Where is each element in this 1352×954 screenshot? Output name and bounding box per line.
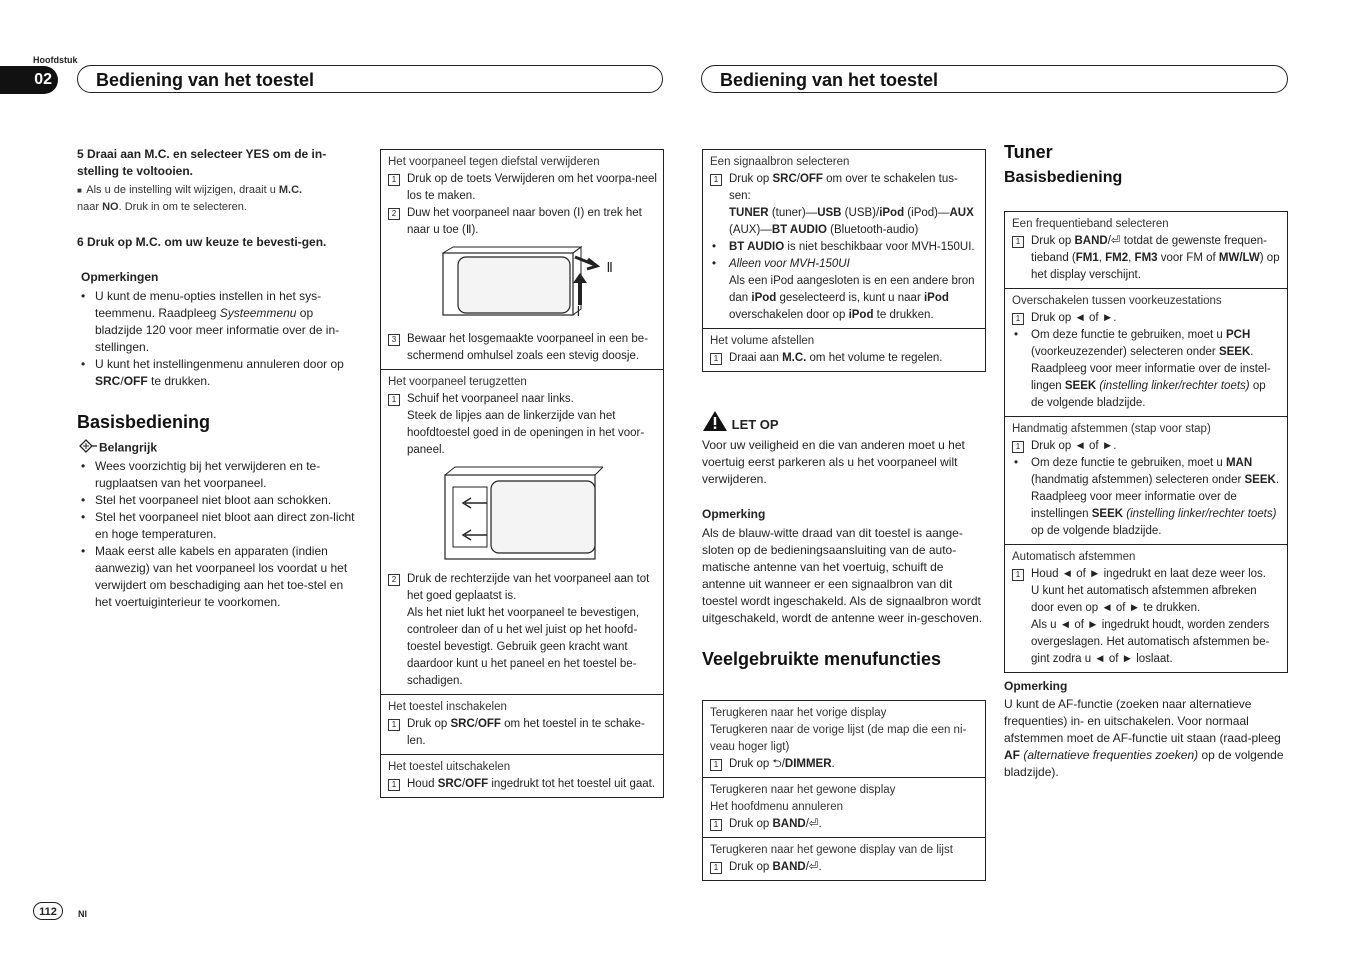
page-title-right: Bediening van het toestel	[701, 65, 1288, 93]
language-code: Nl	[78, 909, 87, 919]
section-title: Het voorpaneel tegen diefstal verwijderen	[388, 156, 600, 168]
note-item: • U kunt het instellingenmenu annuleren door op SRC/OFF te drukken.	[77, 356, 363, 390]
section-list-display	[703, 838, 985, 880]
step-number-icon: 1	[1012, 236, 1024, 248]
step-row: 1 Druk op ◄ of ►.	[1012, 438, 1281, 455]
step-number-icon: 1	[710, 174, 722, 186]
section-title: Het hoofdmenu annuleren	[710, 801, 843, 813]
column-1	[77, 146, 363, 611]
section-title: Het volume afstellen	[710, 335, 815, 347]
important-icon	[77, 439, 99, 458]
section-title: Het voorpaneel terugzetten	[388, 376, 527, 388]
step-number-icon: 1	[710, 759, 722, 771]
figure-label-1: Ⅰ	[576, 304, 581, 319]
section-select-source	[703, 150, 985, 329]
bullet-row: • BT AUDIO is niet beschikbaar voor MVH-150UI.	[710, 239, 979, 256]
important-item: • Maak eerst alle kabels en apparaten (indien aanwezig) van het voorpaneel los voordat u het verwijdert om beschadiging aan het toe-stel en het voertuiginterieur te voorkomen.	[77, 543, 363, 611]
source-volume-box	[702, 149, 986, 372]
section-normal-display	[703, 778, 985, 838]
section-auto-tuning	[1005, 545, 1287, 672]
step-number-icon: 2	[388, 208, 400, 220]
important-item: • Stel het voorpaneel niet bloot aan schokken.	[77, 492, 363, 509]
step-row: 1 Druk op SRC/OFF om over te schakelen tus-sen: TUNER (tuner)—USB (USB)/iPod (iPod)—AUX (AUX)—BT AUDIO (Bluetooth-audio)	[710, 171, 979, 239]
section-power-off	[381, 755, 663, 797]
step-row: 1 Druk op BAND/⏎.	[710, 816, 979, 833]
reattach-panel-illustration	[443, 465, 603, 565]
enter-icon: ⏎	[808, 861, 819, 873]
step-row: 2 Druk de rechterzijde van het voorpaneel aan tot het goed geplaatst is. Als het niet lukt het voorpaneel te bevestigen, controleer dan of u het wel juist op het hoofd-toestel bevestigt. Gebruik geen kracht want daardoor kunt u het paneel en het toestel be-schadigen.	[388, 571, 657, 690]
important-item: • Stel het voorpaneel niet bloot aan direct zon-licht en hoge temperaturen.	[77, 509, 363, 543]
important-heading: Belangrijk	[77, 439, 363, 458]
step-row: 3 Bewaar het losgemaakte voorpaneel in een be-schermend omhulsel zoals een stevig doosje.	[388, 331, 657, 365]
enter-icon: ⏎	[808, 818, 819, 830]
step-number-icon: 1	[388, 719, 400, 731]
step-row: 1 Draai aan M.C. om het volume te regelen.	[710, 350, 979, 367]
step-row: 1 Druk op BAND/⏎.	[710, 859, 979, 876]
note-item: • U kunt de menu-opties instellen in het sys-teemmenu. Raadpleeg Systeemmenu op bladzijde 120 voor meer informatie over de in-stellingen.	[77, 288, 363, 356]
important-item: • Wees voorzichtig bij het verwijderen en te-rugplaatsen van het voorpaneel.	[77, 458, 363, 492]
chapter-label: Hoofdstuk	[33, 55, 78, 65]
remark-text: U kunt de AF-functie (zoeken naar alternatieve frequenties) in- en uitschakelen. Voor normaal afstemmen moet de AF-functie uit staan (raad-pleeg AF (alternatieve frequenties zoeken) op de volgende bladzijde).	[1004, 697, 1284, 779]
section-volume	[703, 329, 985, 371]
step-row: 1 Druk op ⮌/DIMMER.	[710, 756, 979, 773]
notes-heading: Opmerkingen	[81, 270, 159, 284]
section-reattach-panel	[381, 370, 663, 695]
figure-label-2: Ⅱ	[606, 260, 613, 275]
step-row: 1 Druk op SRC/OFF om het toestel in te schake-len.	[388, 716, 657, 750]
section-remove-panel	[381, 150, 663, 370]
step-5-note: ■ Als u de instelling wilt wijzigen, draait u M.C. naar NO. Druk in om te selecteren.	[77, 184, 303, 213]
step-row: 1 Houd SRC/OFF ingedrukt tot het toestel uit gaat.	[388, 776, 657, 793]
section-band	[1005, 212, 1287, 289]
section-title: Terugkeren naar het gewone display	[710, 784, 896, 796]
section-title: Een signaalbron selecteren	[710, 156, 850, 168]
bullet-row: • Om deze functie te gebruiken, moet u PCH (voorkeuzezender) selecteren onder SEEK. Raadpleeg voor meer informatie over de instel-lingen SEEK (instelling linker/rechter toets) op de volgende bladzijde.	[1012, 327, 1281, 412]
column-3-text	[702, 410, 988, 668]
section-title: Het toestel uitschakelen	[388, 761, 511, 773]
step-6-heading: 6 Druk op M.C. om uw keuze te bevesti-gen.	[77, 235, 327, 249]
section-heading-menufuncties: Veelgebruikte menufuncties	[702, 649, 942, 669]
enter-icon: ⏎	[1110, 235, 1121, 247]
menu-functions-box	[702, 700, 986, 881]
section-manual-tuning	[1005, 417, 1287, 545]
step-number-icon: 1	[1012, 441, 1024, 453]
section-title: Een frequentieband selecteren	[1012, 218, 1169, 230]
caution-heading: LET OP	[702, 410, 988, 436]
step-5-heading: 5 Draai aan M.C. en selecteer YES om de in-stelling te voltooien.	[77, 147, 327, 178]
step-row: 1 Houd ◄ of ► ingedrukt en laat deze weer los. U kunt het automatisch afstemmen afbreken door even op ◄ of ► te drukken. Als u ◄ of ► ingedrukt houdt, worden zenders overgeslagen. Het automatisch afstemmen be-gint zodra u ◄ of ► loslaat.	[1012, 566, 1281, 668]
step-row: 1 Druk op de toets Verwijderen om het voorpa-neel los te maken.	[388, 171, 657, 205]
warning-icon	[702, 410, 728, 436]
step-number-icon: 2	[388, 574, 400, 586]
column-4-remark	[1004, 678, 1290, 781]
step-number-icon: 3	[388, 334, 400, 346]
column-4-header	[1004, 144, 1290, 186]
tuner-box	[1004, 211, 1288, 673]
step-number-icon: 1	[710, 862, 722, 874]
step-row: 1 Druk op BAND/⏎ totdat de gewenste frequen-tieband (FM1, FM2, FM3 voor FM of MW/LW) op het display verschijnt.	[1012, 233, 1281, 284]
step-number-icon: 1	[1012, 313, 1024, 325]
step-number-icon: 1	[710, 353, 722, 365]
remark-heading: Opmerking	[702, 507, 766, 521]
section-power-on	[381, 695, 663, 755]
step-number-icon: 1	[388, 174, 400, 186]
section-title: Automatisch afstemmen	[1012, 551, 1136, 563]
subsection-heading-basisbediening: Basisbediening	[1004, 169, 1123, 186]
page-title-left: Bediening van het toestel	[77, 65, 663, 93]
caution-text: Voor uw veiligheid en die van anderen moet u het voertuig eerst parkeren als u het voorpaneel wilt verwijderen.	[702, 438, 965, 486]
bullet-row: • Alleen voor MVH-150UI Als een iPod aangesloten is en een andere bron dan iPod geselecteerd is, kunt u naar iPod overschakelen door op iPod te drukken.	[710, 256, 979, 324]
step-number-icon: 1	[388, 779, 400, 791]
section-title: Terugkeren naar de vorige lijst (de map die een ni-veau hoger ligt)	[710, 724, 967, 753]
remark-text: Als de blauw-witte draad van dit toestel is aange-sloten op de bedieningsaansluiting van de auto-matische antenne van het voertuig, schuift de antenne uit wanneer er een signaalbron van dit toestel wordt ingeschakeld. Als de signaalbron wordt uitgeschakeld, wordt de antenne weer in-geschoven.	[702, 526, 983, 625]
section-title: Terugkeren naar het vorige display	[710, 707, 887, 719]
section-heading-tuner: Tuner	[1004, 142, 1053, 162]
section-heading-basisbediening: Basisbediening	[77, 412, 211, 432]
chapter-number: 02	[0, 66, 58, 94]
remark-heading: Opmerking	[1004, 679, 1068, 693]
bullet-row: • Om deze functie te gebruiken, moet u MAN (handmatig afstemmen) selecteren onder SEEK. Raadpleeg voor meer informatie over de instellingen SEEK (instelling linker/rechter toets) op de volgende bladzijde.	[1012, 455, 1281, 540]
section-title: Overschakelen tussen voorkeuzestations	[1012, 295, 1222, 307]
page-number: 112	[33, 902, 63, 920]
section-title: Handmatig afstemmen (stap voor stap)	[1012, 423, 1211, 435]
panel-procedures-box	[380, 149, 664, 798]
step-row: 1 Schuif het voorpaneel naar links. Steek de lipjes aan de linkerzijde van het hoofdtoestel goed in de openingen in het voor-paneel.	[388, 391, 657, 459]
step-number-icon: 1	[388, 394, 400, 406]
section-previous-display	[703, 701, 985, 778]
step-number-icon: 1	[1012, 569, 1024, 581]
section-title: Het toestel inschakelen	[388, 701, 507, 713]
step-row: 1 Druk op ◄ of ►.	[1012, 310, 1281, 327]
back-icon: ⮌	[772, 758, 782, 770]
step-row: 2 Duw het voorpaneel naar boven (Ⅰ) en trek het naar u toe (Ⅱ).	[388, 205, 657, 239]
remove-panel-illustration	[423, 245, 623, 325]
step-number-icon: 1	[710, 819, 722, 831]
section-presets	[1005, 289, 1287, 417]
section-title: Terugkeren naar het gewone display van de lijst	[710, 844, 953, 856]
